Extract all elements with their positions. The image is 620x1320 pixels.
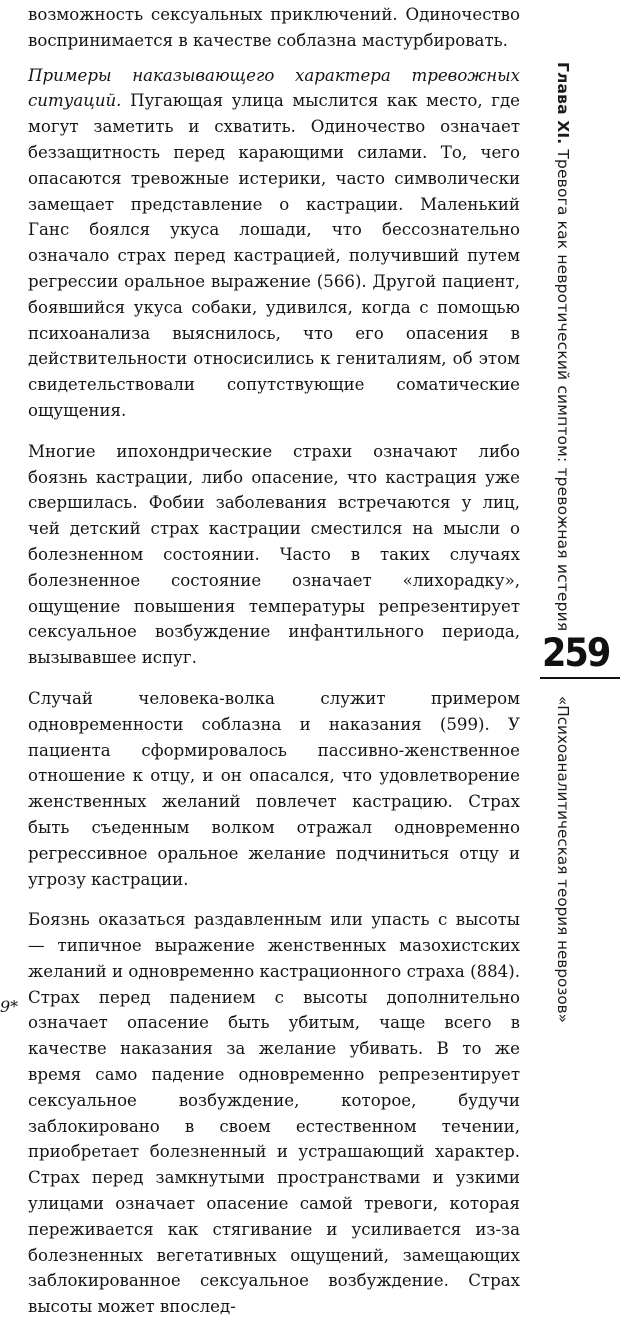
paragraph-continued: возможность сексуальных приключений. Одиночество воспринимается в качестве соблазна мастурбировать.: [28, 5, 520, 50]
running-head-chapter: [554, 62, 572, 631]
italic-lead-phrase: Примеры наказывающего характера тревожных ситуаций.: [28, 65, 520, 111]
printer-signature-mark: 9*: [0, 997, 19, 1016]
paragraph-punishment-examples: [28, 63, 520, 424]
paragraph-falling: Боязнь оказаться раздавленным или упасть с высоты — типичное выражение женственных мазохистских желаний и одновременно кастрационного страха (884). Страх перед падением с высоты дополнительно означает опасение быть убитым, чаще всего в качестве наказания за желание убивать. В то же время само падение одновременно репрезентирует сексуальное возбуждение, которое, будучи заблокировано в своем естественном течении, приобретает болезненный и устрашающий характер. Страх перед замкнутыми пространствами и узкими улицами означает опасение самой тревоги, которая переживается как стягивание и усиливается из-за болезненных вегетативных ощущений, замещающих заблокированное сексуальное возбуждение. Страх высоты может впослед-: [28, 910, 520, 1317]
page-number: 259: [542, 631, 610, 676]
chapter-title: Тревога как невротический симптом: тревожная истерия: [554, 149, 572, 632]
paragraph-hypochondria: Многие ипохондрические страхи означают либо боязнь кастрации, либо опасение, что кастрация уже свершилась. Фобии заболевания встречаются у лиц, чей детский страх кастрации сместился на мысли о болезненном состоянии. Часто в таких случаях болезненное состояние означает «лихорадку», ощущение повышения температуры репрезентирует сексуальное возбуждение инфантильного периода, вызывавшее испуг.: [28, 441, 520, 668]
body-text: [28, 2, 520, 1320]
page-number-rule: [540, 677, 620, 679]
paragraph-wolf-man: Случай человека-волка служит примером одновременности соблазна и наказания (599). У пациента сформировалось пассивно-женственное отношение к отцу, и он опасался, что удовлетворение женственных желаний повлечет кастрацию. Страх быть съеденным волком отражал одновременно регрессивное оральное желание подчиниться отцу и угрозу кастрации.: [28, 688, 520, 889]
paragraph-text: Пугающая улица мыслится как место, где могут заметить и схватить. Одиночество означает беззащитность перед карающими силами. То, чего опасаются тревожные истерики, часто символически замещает представление о кастрации. Маленький Ганс боялся укуса лошади, что бессознательно означало страх перед кастрацией, получивший путем регрессии оральное выражение (566). Другой пациент, боявшийся укуса собаки, удивился, когда с помощью психоанализа выяснилось, что его опасения в действительности относисились к гениталиям, об этом свидетельствовали сопутствующие соматические ощущения.: [28, 91, 520, 420]
running-head-book-title: «Психоаналитическая теория неврозов»: [554, 696, 572, 1023]
chapter-label: Глава XI.: [554, 62, 572, 145]
